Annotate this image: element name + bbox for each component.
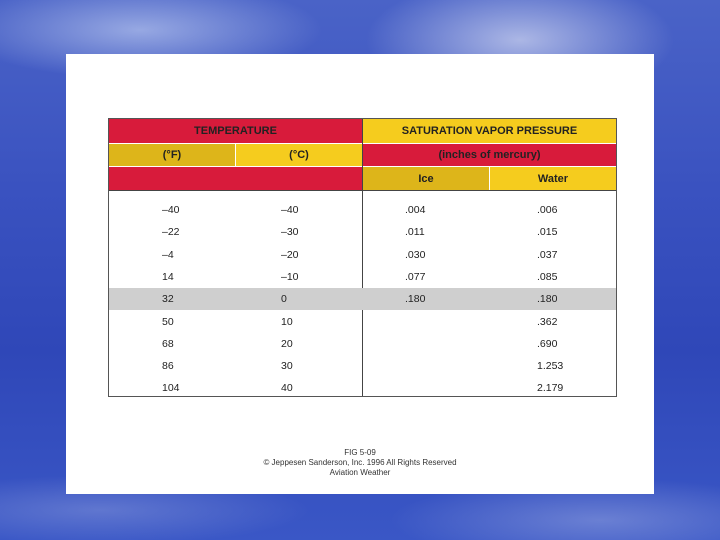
table-row	[109, 333, 616, 355]
table-row	[109, 355, 616, 377]
table-row	[109, 266, 616, 288]
cell-water: .180	[537, 293, 558, 306]
cell-ice: .011	[405, 226, 425, 239]
cell-water: .037	[537, 248, 558, 261]
table-row	[109, 288, 616, 310]
cell-f: 14	[162, 270, 174, 283]
cell-c: –40	[281, 204, 299, 216]
cell-c: –30	[281, 226, 299, 239]
cell-f: 32	[162, 293, 174, 306]
header-fahrenheit: (°F)	[109, 144, 235, 166]
header-units: (inches of mercury)	[363, 144, 616, 166]
header-celsius: (°C)	[236, 144, 362, 166]
vapor-pressure-table	[108, 118, 617, 397]
header-saturation: SATURATION VAPOR PRESSURE	[363, 119, 616, 143]
cell-f: 50	[162, 315, 174, 328]
cell-water: 1.253	[537, 360, 564, 373]
cell-ice: .030	[405, 248, 426, 261]
cell-c: –10	[281, 270, 299, 283]
table-row	[109, 377, 616, 399]
cell-c: 0	[281, 293, 287, 306]
table-row	[109, 244, 616, 266]
cell-ice: .004	[405, 204, 426, 216]
table-row	[109, 199, 616, 221]
cell-water: .006	[537, 204, 558, 216]
cell-water: .085	[537, 270, 558, 283]
cell-f: 86	[162, 360, 174, 373]
table-row	[109, 311, 616, 333]
table-row	[109, 221, 616, 243]
header-temperature: TEMPERATURE	[109, 119, 362, 143]
header-water: Water	[490, 167, 616, 190]
cell-f: –22	[162, 226, 180, 239]
cell-water: .362	[537, 315, 558, 328]
header-spacer	[109, 167, 362, 190]
cell-f: –40	[162, 204, 180, 216]
cell-c: 20	[281, 337, 293, 350]
cell-f: 68	[162, 337, 174, 350]
cell-water: 2.179	[537, 382, 564, 395]
cell-ice: .180	[405, 293, 426, 306]
copyright-line: © Jeppesen Sanderson, Inc. 1996 All Rights Reserved	[263, 458, 457, 467]
cell-f: 104	[162, 382, 180, 395]
slide-panel	[66, 54, 654, 494]
figure-number: FIG 5-09	[344, 448, 376, 457]
cell-c: –20	[281, 248, 299, 261]
cell-f: –4	[162, 248, 174, 261]
header-ice: Ice	[363, 167, 489, 190]
cell-c: 40	[281, 382, 293, 395]
source-line: Aviation Weather	[329, 468, 391, 477]
cell-c: 10	[281, 315, 293, 328]
cell-c: 30	[281, 360, 293, 373]
cell-water: .015	[537, 226, 558, 239]
cell-ice: .077	[405, 270, 426, 283]
cell-water: .690	[537, 337, 558, 350]
